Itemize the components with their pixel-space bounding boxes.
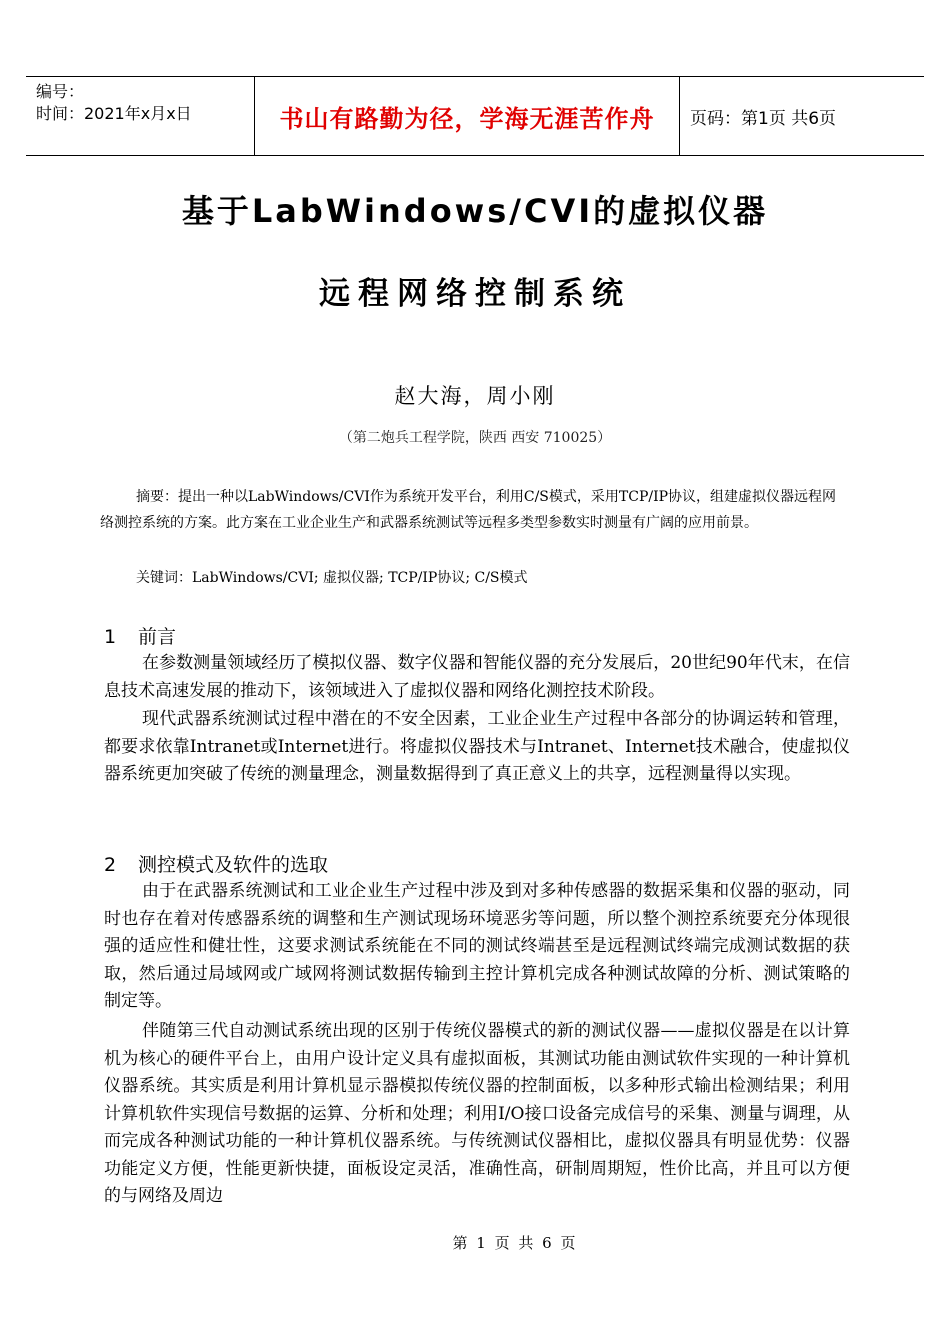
section-title: 测控模式及软件的选取 bbox=[138, 854, 329, 876]
section-heading bbox=[104, 622, 176, 649]
page-header bbox=[26, 76, 924, 156]
paragraph: 伴随第三代自动测试系统出现的区别于传统仪器模式的新的测试仪器——虚拟仪器是在以计算机为核心的硬件平台上，由用户设计定义具有虚拟面板，其测试功能由测试软件实现的一种计算机仪器系统。其实质是利用计算机显示器模拟传统仪器的控制面板，以多种形式输出检测结果；利用计算机软件实现信号数据的运算、分析和处理；利用I/O接口设备完成信号的采集、测量与调理，从而完成各种测试功能的一种计算机仪器系统。与传统测试仪器相比，虚拟仪器具有明显优势：仪器功能定义方便，性能更新快捷，面板设定灵活，准确性高，研制周期短，性价比高，并且可以方便的与网络及周边 bbox=[104, 1021, 850, 1206]
paragraph: 由于在武器系统测试和工业企业生产过程中涉及到对多种传感器的数据采集和仪器的驱动，同时也存在着对传感器系统的调整和生产测试现场环境恶劣等问题，所以整个测控系统要充分体现很强的适应性和健壮性，这要求测试系统能在不同的测试终端甚至是远程测试终端完成测试数据的获取，然后通过局域网或广域网将测试数据传输到主控计算机完成各种测试故障的分析、测试策略的制定等。 bbox=[104, 881, 850, 1011]
abstract bbox=[100, 484, 850, 536]
section-title: 前言 bbox=[138, 626, 177, 648]
document-title-line2: 远程网络控制系统 bbox=[319, 276, 631, 312]
affiliation: （第二炮兵工程学院，陕西 西安 710025） bbox=[338, 430, 612, 446]
header-page-info: 页码：第1页 共6页 bbox=[690, 108, 837, 129]
keywords-label: 关键词： bbox=[136, 570, 192, 586]
paragraph: 在参数测量领域经历了模拟仪器、数字仪器和智能仪器的充分发展后，20世纪90年代末，在信息技术高速发展的推动下，该领域进入了虚拟仪器和网络化测控技术阶段。 bbox=[104, 653, 850, 701]
abstract-text: 提出一种以LabWindows/CVI作为系统开发平台，利用C/S模式，采用TCP/IP协议，组建虚拟仪器远程网络测控系统的方案。此方案在工业企业生产和武器系统测试等远程多类型参数实时测量有广阔的应用前景。 bbox=[100, 489, 837, 531]
header-motto: 书山有路勤为径，学海无涯苦作舟 bbox=[254, 77, 680, 155]
document-number-label: 编号： bbox=[36, 82, 85, 101]
keywords-text: LabWindows/CVI; 虚拟仪器; TCP/IP协议; C/S模式 bbox=[192, 570, 528, 586]
paragraph: 现代武器系统测试过程中潜在的不安全因素，工业企业生产过程中各部分的协调运转和管理，都要求依靠Intranet或Internet进行。将虚拟仪器技术与Intranet、Internet技术融合，使虚拟仪器系统更加突破了传统的测量理念，测量数据得到了真正意义上的共享，远程测量得以实现。 bbox=[104, 709, 850, 784]
section-number: 1 bbox=[104, 626, 117, 648]
section-heading bbox=[104, 850, 328, 877]
document-time-label: 时间：2021年x月x日 bbox=[36, 104, 192, 123]
abstract-label: 摘要： bbox=[136, 489, 178, 505]
keywords bbox=[136, 566, 856, 590]
page-footer: 第 1 页 共 6 页 bbox=[452, 1234, 578, 1252]
document-title-line1: 基于LabWindows/CVI的虚拟仪器 bbox=[181, 192, 769, 230]
section-number: 2 bbox=[104, 854, 117, 876]
authors: 赵大海，周小刚 bbox=[394, 384, 556, 408]
header-meta bbox=[26, 77, 254, 155]
